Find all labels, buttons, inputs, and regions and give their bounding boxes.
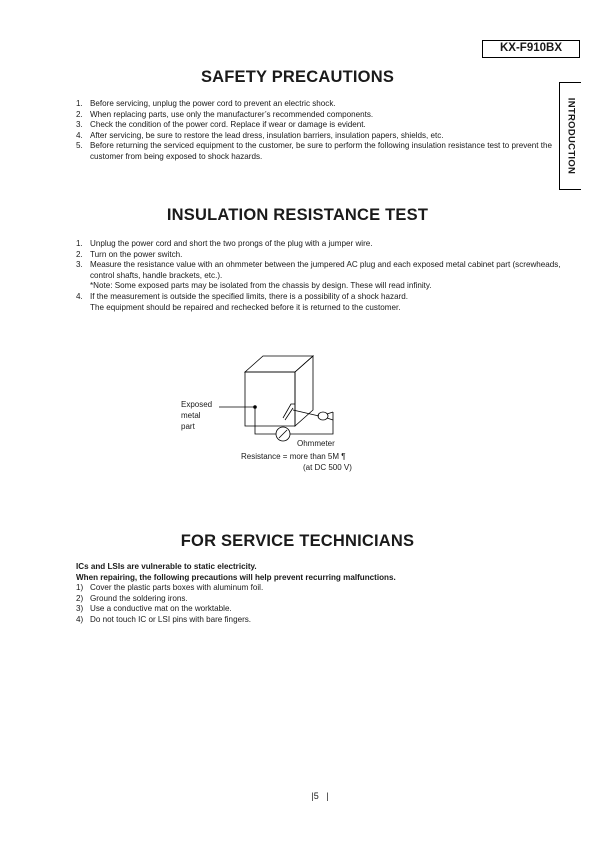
list-item [76,260,566,292]
technicians-title: FOR SERVICE TECHNICIANS [180,532,415,550]
ac-plug [318,412,328,420]
plug-prong-1 [327,412,333,414]
item-text: Measure the resistance value with an ohmmeter between the jumpered AC plug and each exposed metal cabinet part (screwheads, control shafts, handle brackets, etc.). [90,260,561,280]
model-number-box [482,40,580,58]
list-item [76,292,566,313]
item-text: Do not touch IC or LSI pins with bare fingers. [90,614,252,624]
item-text: If the measurement is outside the specified limits, there is a possibility of a shock hazard. [90,291,409,301]
insulation-test-diagram [175,338,375,478]
item-number: 3. [76,120,83,130]
page-number: |5 | [311,791,329,801]
list-item [76,594,566,605]
technicians-block [76,561,556,625]
item-text: Before servicing, unplug the power cord to prevent an electric shock. [90,99,336,108]
insulation-list [76,239,566,313]
item-number: 4) [76,614,84,624]
item-text: Ground the soldering irons. [90,593,188,603]
item-text: Turn on the power switch. [90,249,183,259]
list-item [76,583,566,594]
item-text: Before returning the serviced equipment to the customer, be sure to perform the following insulation resistance test to prevent the customer from being exposed to shock hazards. [90,141,553,161]
ohmmeter-label: Ohmmeter [297,439,335,448]
exposed-label-line3: part [181,422,195,431]
item-text: When replacing parts, use only the manufacturer’s recommended components. [90,109,374,119]
model-number: KX-F910BX [500,42,562,54]
list-item [76,604,566,615]
cabinet-top-face [245,356,313,372]
safety-title: SAFETY PRECAUTIONS [200,68,395,86]
list-item [76,239,566,250]
item-number: 2. [76,109,83,119]
exposed-label-line2: metal [181,411,201,420]
static-warning: ICs and LSIs are vulnerable to static electricity. [76,562,257,571]
item-number: 3. [76,260,83,270]
cabinet-front-face [245,372,295,426]
list-item [76,250,566,261]
item-number: 4. [76,291,83,301]
side-tab-label: INTRODUCTION [565,97,576,175]
plug-prong-2 [327,418,333,420]
list-item [76,615,566,626]
list-item [76,131,566,142]
power-cord-shadow [285,408,293,420]
item-text: After servicing, be sure to restore the lead dress, insulation barriers, insulation papers, shields, etc. [90,130,444,140]
item-note: *Note: Some exposed parts may be isolated from the chassis by design. These will read infinity. [90,281,432,291]
list-item [76,99,566,110]
technicians-list [76,583,566,625]
power-cord-in [283,404,295,418]
list-item [76,141,566,162]
item-text: Cover the plastic parts boxes with aluminum foil. [90,583,264,592]
item-number: 5. [76,141,83,151]
list-item [76,110,566,121]
ohmmeter-needle [279,430,287,438]
item-number: 1. [76,239,83,248]
resistance-label: Resistance = more than 5M ¶ [241,452,346,461]
power-cord [293,410,319,416]
item-text: Unplug the power cord and short the two prongs of the plug with a jumper wire. [90,239,373,248]
item-number: 2) [76,593,84,603]
lead-left [255,407,276,434]
insulation-title: INSULATION RESISTANCE TEST [166,206,429,224]
item-text: Check the condition of the power cord. Replace if wear or damage is evident. [90,120,366,130]
safety-list [76,99,566,163]
exposed-label-line1: Exposed [181,400,213,409]
dc-voltage-label: (at DC 500 V) [303,463,352,472]
item-number: 1. [76,99,83,108]
lead-right [290,430,333,434]
cabinet-side-face [295,356,313,426]
item-text: Use a conductive mat on the worktable. [90,604,232,614]
item-number: 2. [76,249,83,259]
list-item [76,120,566,131]
item-number: 3) [76,604,84,614]
item-number: 1) [76,583,84,592]
item-note: The equipment should be repaired and rechecked before it is returned to the customer. [90,302,401,312]
item-number: 4. [76,130,83,140]
precautions-intro: When repairing, the following precautions will help prevent recurring malfunctions. [76,573,396,582]
